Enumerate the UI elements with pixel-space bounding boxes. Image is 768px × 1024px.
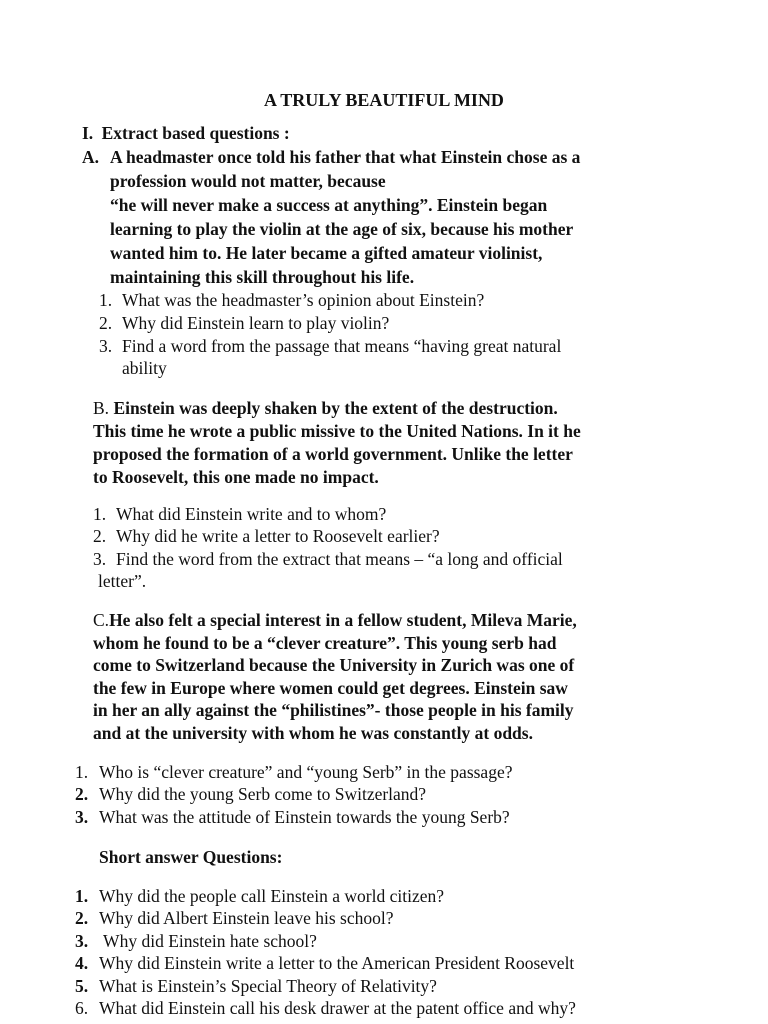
question-text: What was the attitude of Einstein towards the young Serb? [99, 807, 510, 827]
section-marker: I. [82, 123, 94, 143]
question-number: 2. [75, 784, 89, 804]
question-text: Find the word from the extract that means – “a long and official [116, 549, 563, 569]
section-title: Extract based questions : [101, 123, 290, 143]
question-text: Find a word from the passage that means “having great natural [122, 336, 562, 356]
extract-a-marker: A. [82, 147, 100, 167]
question-text: What did Einstein call his desk drawer at the patent office and why? [99, 998, 576, 1018]
question-number: 6. [75, 998, 89, 1018]
passage-line: profession would not matter, because [110, 171, 386, 191]
passage-line: “he will never make a success at anything”. Einstein began [110, 195, 548, 215]
passage-line: Einstein was deeply shaken by the extent of the destruction. [113, 398, 558, 418]
question-text: Why did the young Serb come to Switzerland? [99, 784, 427, 804]
question-text: Who is “clever creature” and “young Serb” in the passage? [99, 762, 513, 782]
passage-line: in her an ally against the “philistines”- those people in his family [93, 700, 574, 720]
question-number: 2. [99, 313, 113, 333]
passage-line: learning to play the violin at the age of six, because his mother [110, 219, 574, 239]
question-number: 3. [75, 931, 89, 951]
question-text: Why did Albert Einstein leave his school? [99, 908, 394, 928]
question-text: Why did Einstein hate school? [99, 931, 317, 951]
extract-b-marker: B. [93, 398, 110, 418]
passage-line: come to Switzerland because the University in Zurich was one of [93, 655, 575, 675]
short-answer-heading: Short answer Questions: [99, 847, 283, 867]
passage-line: wanted him to. He later became a gifted amateur violinist, [110, 243, 543, 263]
passage-line: This time he wrote a public missive to the United Nations. In it he [93, 421, 581, 441]
question-number: 3. [93, 549, 107, 569]
question-number: 1. [75, 886, 89, 906]
question-number: 2. [93, 526, 107, 546]
page-title: A TRULY BEAUTIFUL MIND [264, 90, 504, 110]
question-text: Why did he write a letter to Roosevelt earlier? [116, 526, 440, 546]
question-text: What is Einstein’s Special Theory of Relativity? [99, 976, 437, 996]
passage-line: maintaining this skill throughout his life. [110, 267, 415, 287]
question-text: What was the headmaster’s opinion about Einstein? [122, 290, 485, 310]
question-number: 4. [75, 953, 89, 973]
extract-c-passage [93, 609, 577, 744]
question-text: Why did the people call Einstein a world citizen? [99, 886, 445, 906]
question-number: 1. [75, 762, 89, 782]
extract-c-marker: C. [93, 610, 110, 630]
passage-line: whom he found to be a “clever creature”. This young serb had [93, 632, 557, 653]
passage-line: He also felt a special interest in a fellow student, Mileva Marie, [109, 610, 577, 630]
question-number: 3. [99, 336, 113, 356]
passage-line: A headmaster once told his father that what Einstein chose as a [110, 147, 581, 167]
passage-line: to Roosevelt, this one made no impact. [93, 467, 379, 487]
question-number: 1. [93, 504, 107, 524]
extract-a-passage [110, 146, 580, 289]
section-heading [82, 122, 290, 145]
question-text-continued: letter”. [98, 571, 147, 591]
question-text: Why did Einstein learn to play violin? [122, 313, 390, 333]
question-text: Why did Einstein write a letter to the American President Roosevelt [99, 953, 575, 973]
question-number: 2. [75, 908, 89, 928]
passage-line: proposed the formation of a world government. Unlike the letter [93, 444, 573, 464]
question-number: 1. [99, 290, 113, 310]
passage-line: and at the university with whom he was constantly at odds. [93, 722, 533, 743]
extract-b-passage [93, 397, 581, 489]
question-number: 3. [75, 807, 89, 827]
question-text-continued: ability [122, 358, 167, 378]
passage-line: the few in Europe where women could get degrees. Einstein saw [93, 677, 568, 698]
question-number: 5. [75, 976, 89, 996]
question-text: What did Einstein write and to whom? [116, 504, 387, 524]
